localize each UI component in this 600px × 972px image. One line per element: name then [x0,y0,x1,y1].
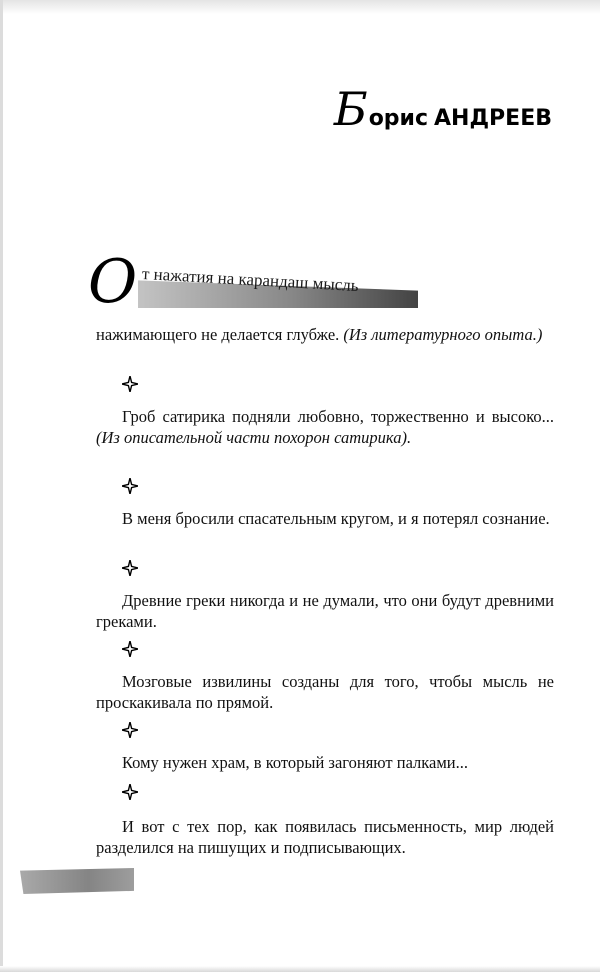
drop-cap-letter: О [88,247,138,317]
aphorism-paragraph [96,671,554,713]
separator-6 [96,784,554,800]
opening-text: т нажатия на карандаш мысль [141,264,360,296]
opening-line [88,247,428,317]
four-point-star-icon [122,722,138,738]
four-point-star-icon [122,560,138,576]
page-edge-top [0,0,600,14]
separator-3 [96,560,554,576]
aphorism-paragraph [96,590,554,632]
separator-1 [96,376,554,392]
author-first-name: орис [368,106,429,131]
aphorism-3 [96,508,554,529]
aphorism-paragraph [96,406,554,448]
page-edge-bottom [0,966,600,972]
four-point-star-icon [122,376,138,392]
aphorism-text: Гроб сатирика подняли любовно, торжественно и высоко... [122,407,554,426]
aphorism-1 [96,324,554,345]
author-heading [333,82,552,136]
separator-5 [96,722,554,738]
scan-smudge [20,868,134,894]
aphorism-5 [96,671,554,713]
author-surname: АНДРЕЕВ [434,106,552,131]
aphorism-paragraph [96,508,554,529]
author-initial: Б [333,82,368,136]
aphorism-2 [96,406,554,448]
aphorism-paragraph [96,324,554,345]
page-edge-left [0,0,3,972]
separator-4 [96,641,554,657]
four-point-star-icon [122,478,138,494]
aphorism-text: Кому нужен храм, в который загоняют палками... [122,753,469,772]
four-point-star-icon [122,784,138,800]
aphorism-7 [96,816,554,858]
separator-2 [96,478,554,494]
four-point-star-icon [122,641,138,657]
aphorism-6 [96,752,554,773]
aphorism-text: Мозговые извилины созданы для того, чтобы мысль не проскакивала по прямой. [96,672,554,712]
aphorism-text: Древние греки никогда и не думали, что они будут древними греками. [96,591,554,631]
aphorism-4 [96,590,554,632]
aphorism-text: И вот с тех пор, как появилась письменность, мир людей разделился на пишущих и подписывающих. [96,817,554,857]
aphorism-note: (Из описательной части похорон сатирика). [96,428,412,447]
aphorism-text: В меня бросили спасательным кругом, и я потерял сознание. [122,509,550,528]
aphorism-paragraph [96,816,554,858]
aphorism-paragraph [96,752,554,773]
aphorism-note: (Из литературного опыта.) [343,325,543,344]
aphorism-text: нажимающего не делается глубже. [96,325,340,344]
